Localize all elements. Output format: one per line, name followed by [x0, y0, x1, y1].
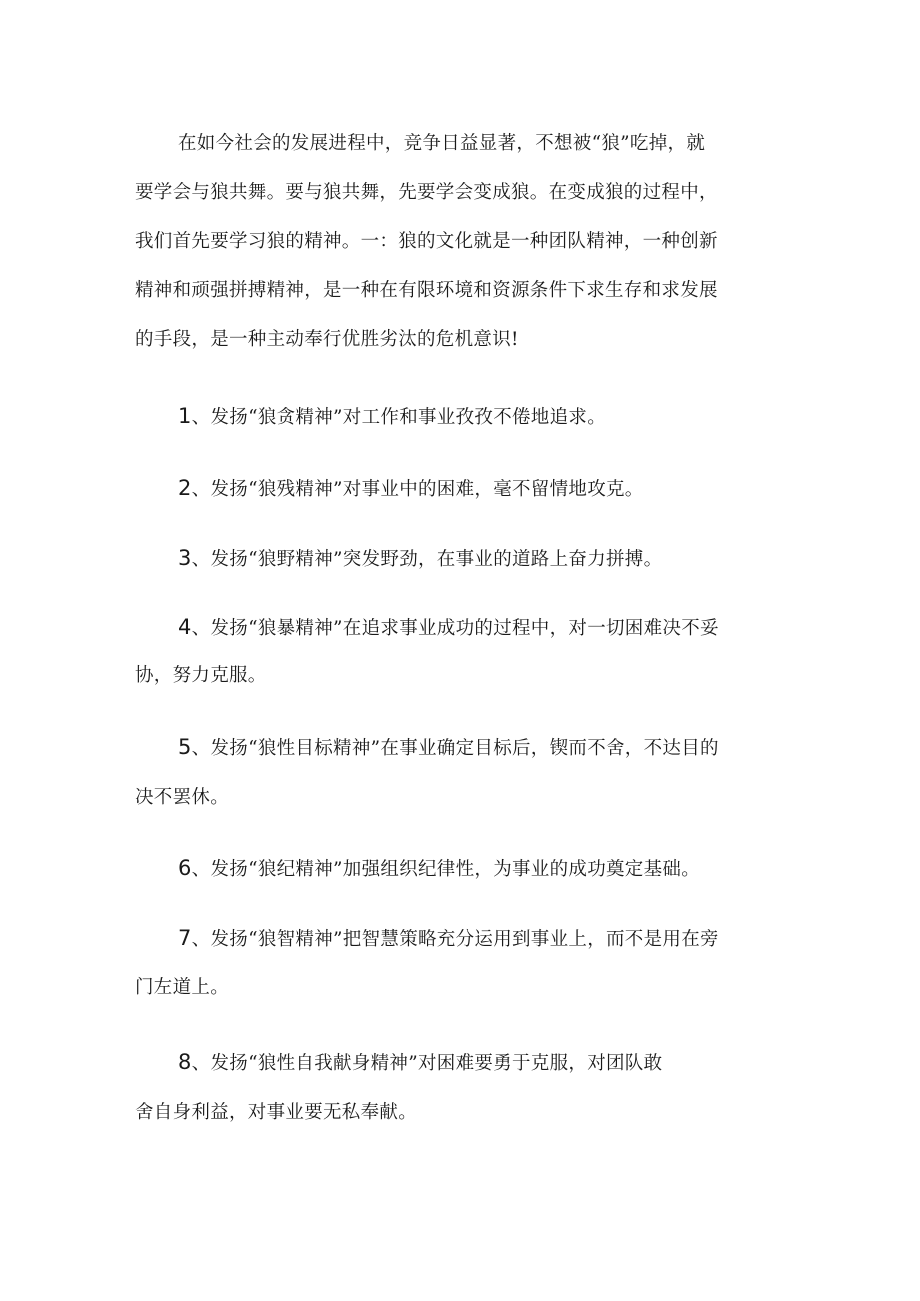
item-text-continuation: 决不罢休。: [135, 787, 230, 808]
item-text: 、发扬“狼性自我献身精神”对困难要勇于克服，对团队敢: [191, 1053, 663, 1074]
item-text: 、发扬“狼纪精神”加强组织纪律性，为事业的成功奠定基础。: [191, 859, 700, 880]
intro-line-5: 的手段，是一种主动奉行优胜劣汰的危机意识!: [135, 329, 519, 350]
intro-line-1: 在如今社会的发展进程中，竞争日益显著，不想被“狼”吃掉，就: [178, 133, 706, 154]
intro-line-2: 要学会与狼共舞。要与狼共舞，先要学会变成狼。在变成狼的过程中，: [135, 182, 718, 203]
item-text: 、发扬“狼性目标精神”在事业确定目标后，锲而不舍，不达目的: [191, 738, 719, 759]
intro-line-3: 我们首先要学习狼的精神。一：狼的文化就是一种团队精神，一种创新: [135, 231, 718, 252]
item-number: 4: [178, 615, 192, 639]
item-number: 5: [178, 735, 192, 759]
intro-line-4: 精神和顽强拼搏精神，是一种在有限环境和资源条件下求生存和求发展: [135, 280, 718, 301]
item-number: 1: [178, 404, 192, 428]
item-text: 、发扬“狼贪精神”对工作和事业孜孜不倦地追求。: [191, 407, 606, 428]
item-number: 7: [178, 926, 192, 950]
item-text-continuation: 门左道上。: [135, 977, 230, 998]
item-number: 2: [178, 476, 192, 500]
item-text: 、发扬“狼智精神”把智慧策略充分运用到事业上，而不是用在旁: [191, 929, 719, 950]
item-text-continuation: 舍自身利益，对事业要无私奉献。: [135, 1102, 418, 1123]
item-text-continuation: 协，努力克服。: [135, 665, 267, 686]
item-number: 3: [178, 546, 192, 570]
item-number: 6: [178, 856, 192, 880]
item-number: 8: [178, 1050, 192, 1074]
item-text: 、发扬“狼暴精神”在追求事业成功的过程中，对一切困难决不妥: [191, 618, 719, 639]
item-text: 、发扬“狼残精神”对事业中的困难，毫不留情地攻克。: [191, 479, 644, 500]
item-text: 、发扬“狼野精神”突发野劲，在事业的道路上奋力拼搏。: [191, 549, 663, 570]
